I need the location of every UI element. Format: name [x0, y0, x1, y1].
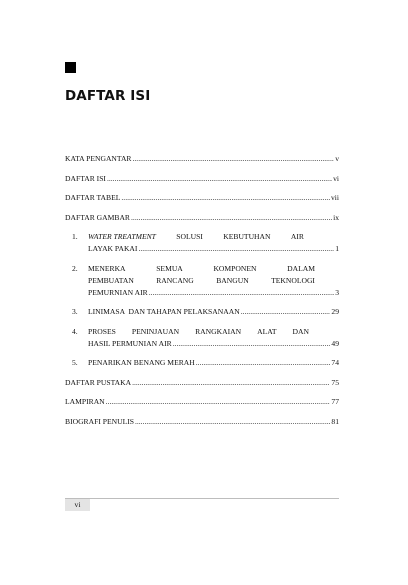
toc-entry-daftar-gambar[interactable] [65, 212, 339, 224]
chapter-title-word: PENINJAUAN [131, 326, 180, 336]
toc-page-number: 74 [331, 358, 339, 367]
chapter-title-word: SOLUSI [176, 232, 203, 241]
chapter-title-word: RANGKAIAN [195, 326, 242, 336]
footer-page-number: vi [65, 499, 90, 511]
chapter-number: 5. [72, 358, 78, 367]
toc-chapter-1[interactable] [65, 231, 339, 255]
chapter-title-word: KOMPONEN [213, 263, 257, 273]
toc-entry-biografi-penulis[interactable] [65, 416, 339, 428]
toc-entry-lampiran[interactable] [65, 396, 339, 408]
dot-leader [135, 416, 330, 428]
chapter-title-line: PEMURNIAN AIR [88, 287, 148, 297]
toc-chapter-2[interactable] [65, 263, 339, 299]
chapter-title-line: LINIMASA DAN TAHAPAN PELAKSANAAN [88, 307, 240, 316]
table-of-contents [65, 153, 339, 428]
dot-leader [138, 243, 334, 255]
toc-entry-daftar-isi[interactable] [65, 173, 339, 185]
toc-page-number: vi [333, 173, 339, 183]
toc-page-number: 77 [331, 397, 339, 406]
chapter-title-word: PEMBUATAN [88, 275, 134, 285]
dot-leader [107, 173, 332, 185]
toc-page-number: 1 [335, 244, 339, 253]
chapter-title-word: ALAT [257, 326, 277, 336]
chapter-title-word: RANCANG [156, 275, 194, 285]
toc-chapter-3[interactable] [65, 306, 339, 318]
chapter-title-word: DALAM [287, 263, 315, 273]
chapter-number: 1. [72, 232, 78, 241]
toc-entry-daftar-tabel[interactable] [65, 192, 339, 204]
toc-label: KATA PENGANTAR [65, 154, 132, 163]
chapter-title-word: MENERKA [88, 263, 126, 273]
chapter-title-word: AIR [290, 232, 304, 241]
toc-page-number: 29 [331, 307, 339, 316]
toc-page-number: 81 [331, 416, 339, 426]
chapter-number: 4. [72, 326, 78, 336]
chapter-title-word: TEKNOLOGI [271, 275, 315, 285]
chapter-number: 2. [72, 263, 78, 273]
toc-label: DAFTAR ISI [65, 173, 106, 183]
toc-chapter-4[interactable] [65, 326, 339, 350]
chapter-title-word: DAN [292, 326, 309, 336]
toc-page-number: ix [333, 212, 339, 222]
toc-label: DAFTAR PUSTAKA [65, 377, 132, 387]
toc-page-number: vii [330, 193, 339, 202]
chapter-number: 3. [72, 307, 78, 316]
chapter-title-word: SEMUA [156, 263, 183, 273]
chapter-title-word: PROSES [88, 326, 116, 336]
dot-leader [106, 396, 331, 408]
toc-label: LAMPIRAN [65, 397, 105, 406]
toc-label: DAFTAR TABEL [65, 193, 121, 202]
toc-page-number: v [335, 154, 339, 163]
chapter-title-word: KEBUTUHAN [223, 232, 271, 241]
toc-page-number: 75 [331, 377, 339, 387]
footer-divider [65, 498, 339, 499]
chapter-title-line: HASIL PERMUNIAN AIR [88, 338, 172, 348]
dot-leader [121, 192, 330, 204]
toc-page-number: 49 [331, 338, 339, 348]
dot-leader [173, 338, 331, 350]
dot-leader [241, 306, 331, 318]
dot-leader [196, 357, 331, 369]
dot-leader [132, 377, 330, 389]
chapter-title-word: BANGUN [216, 275, 249, 285]
dot-leader [149, 287, 335, 299]
toc-entry-daftar-pustaka[interactable] [65, 377, 339, 389]
chapter-title-line: PENARIKAN BENANG MERAH [88, 358, 195, 367]
toc-label: BIOGRAFI PENULIS [65, 416, 134, 426]
dot-leader [131, 212, 332, 224]
toc-page-number: 3 [335, 287, 339, 297]
black-square-marker [65, 62, 76, 73]
page-title: DAFTAR ISI [65, 88, 151, 104]
chapter-title-word: WATER TREATMENT [88, 232, 156, 241]
dot-leader [133, 153, 335, 165]
toc-label: DAFTAR GAMBAR [65, 212, 131, 222]
toc-entry-kata-pengantar[interactable] [65, 153, 339, 165]
toc-chapter-5[interactable] [65, 357, 339, 369]
chapter-title-line: LAYAK PAKAI [88, 244, 138, 253]
